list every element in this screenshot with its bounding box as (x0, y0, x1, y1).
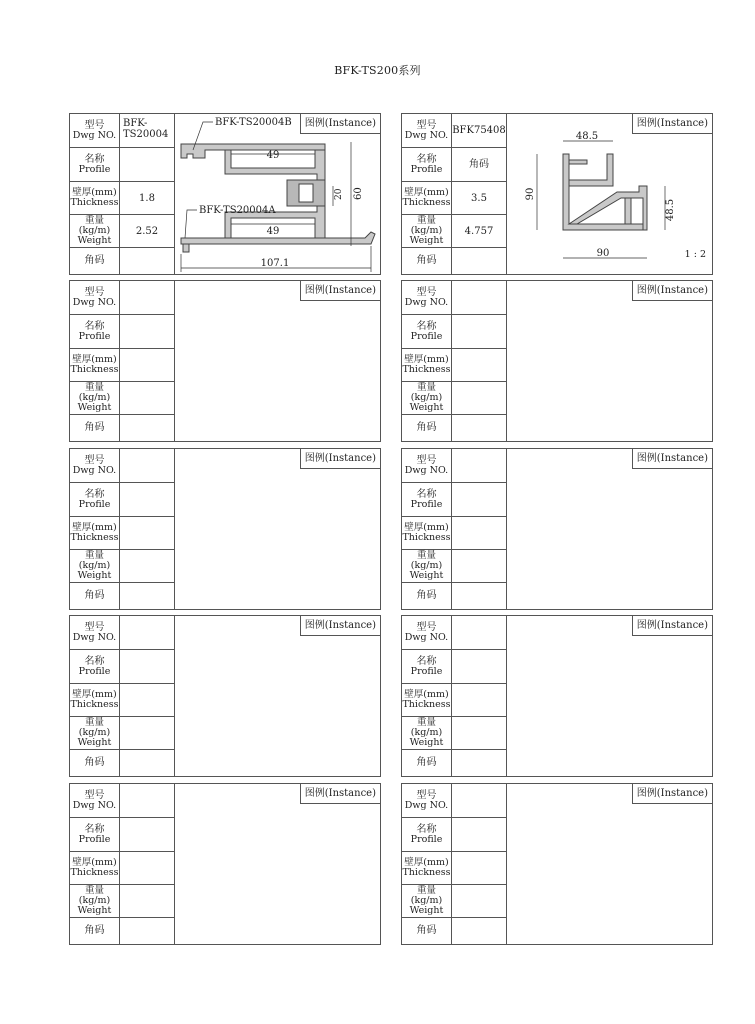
thickness-value (452, 684, 506, 716)
thickness-value (452, 349, 506, 381)
row-weight (402, 215, 506, 248)
info-table (402, 114, 507, 274)
profile-label: 名称 Profile (70, 650, 120, 683)
corner-label: 角码 (402, 750, 452, 776)
row-dwg-no (402, 449, 506, 483)
row-dwg-no (402, 114, 506, 148)
row-corner (402, 583, 506, 609)
row-dwg-no (70, 449, 174, 483)
profile-card-7 (69, 615, 381, 777)
instance-label: 图例(Instance) (300, 449, 380, 469)
instance-label: 图例(Instance) (632, 281, 712, 301)
row-dwg-no (70, 281, 174, 315)
instance-label: 图例(Instance) (632, 616, 712, 636)
corner-label: 角码 (70, 248, 120, 274)
info-table (402, 616, 507, 776)
weight-value (452, 885, 506, 917)
weight-value: 4.757 (464, 225, 494, 237)
profile-value: 角码 (469, 159, 489, 170)
row-corner (70, 415, 174, 441)
dwg-no-label: 型号 Dwg NO. (70, 616, 120, 649)
cleat-upper (569, 154, 613, 186)
bottom-lip (183, 244, 189, 252)
dwg-no-value (452, 784, 506, 817)
corner-cleat-shape (563, 154, 647, 230)
dwg-no-label: 型号 Dwg NO. (402, 114, 452, 147)
row-corner (70, 750, 174, 776)
dwg-no-label: 型号 Dwg NO. (70, 784, 120, 817)
profile-value (452, 315, 506, 348)
profile-label: 名称 Profile (402, 315, 452, 348)
profile-value (120, 483, 174, 516)
cleat-tab (569, 160, 587, 164)
cleat-rib (625, 198, 631, 224)
thickness-label: 壁厚(mm) Thickness (70, 517, 120, 549)
row-dwg-no (70, 784, 174, 818)
row-dwg-no (70, 616, 174, 650)
profile-card-10 (401, 783, 713, 945)
info-table (402, 449, 507, 609)
profile-card-4 (401, 280, 713, 442)
instance-area (175, 616, 380, 776)
profile-value (120, 148, 174, 181)
instance-label: 图例(Instance) (632, 784, 712, 804)
row-thickness (402, 684, 506, 717)
dim-top-width: 49 (266, 150, 280, 161)
instance-label: 图例(Instance) (300, 784, 380, 804)
dim-left-height: 90 (525, 187, 536, 201)
row-profile (70, 818, 174, 852)
dwg-no-value: BFK-TS20004 (123, 118, 169, 140)
dwg-no-label: 型号 Dwg NO. (402, 281, 452, 314)
row-thickness (402, 182, 506, 215)
profile-label: 名称 Profile (402, 483, 452, 516)
row-weight (70, 550, 174, 583)
row-profile (402, 650, 506, 684)
scale-label: 1 : 2 (684, 249, 706, 260)
row-weight (402, 382, 506, 415)
info-table (70, 114, 175, 274)
profile-value (120, 650, 174, 683)
weight-label: 重量(kg/m) Weight (70, 382, 120, 414)
thermal-core (299, 184, 313, 202)
row-corner (402, 750, 506, 776)
dwg-no-label: 型号 Dwg NO. (70, 449, 120, 482)
corner-label: 角码 (70, 583, 120, 609)
thickness-value (452, 517, 506, 549)
thickness-label: 壁厚(mm) Thickness (402, 349, 452, 381)
row-corner (70, 248, 174, 274)
info-table (70, 784, 175, 944)
weight-value (120, 550, 174, 582)
corner-value (120, 415, 174, 441)
profile-value (120, 315, 174, 348)
corner-value (120, 918, 174, 944)
corner-label: 角码 (70, 415, 120, 441)
row-weight (402, 885, 506, 918)
row-thickness (402, 349, 506, 382)
thickness-value (120, 852, 174, 884)
thickness-label: 壁厚(mm) Thickness (70, 852, 120, 884)
corner-label: 角码 (402, 918, 452, 944)
row-profile (70, 148, 174, 182)
cleat-diagonal (569, 186, 647, 230)
corner-value (452, 248, 506, 274)
dwg-no-label: 型号 Dwg NO. (402, 449, 452, 482)
weight-label: 重量(kg/m) Weight (402, 717, 452, 749)
row-corner (70, 918, 174, 944)
callout-bottom-label: BFK-TS20004A (199, 205, 276, 216)
dwg-no-label: 型号 Dwg NO. (402, 616, 452, 649)
row-thickness (70, 852, 174, 885)
top-flange (181, 144, 325, 158)
profile-label: 名称 Profile (402, 818, 452, 851)
thickness-value: 3.5 (471, 192, 487, 204)
profile-card-2 (401, 113, 713, 275)
row-corner (402, 248, 506, 274)
row-profile (402, 148, 506, 182)
weight-value (452, 717, 506, 749)
row-weight (70, 717, 174, 750)
instance-area (507, 449, 712, 609)
dwg-no-value (120, 784, 174, 817)
thickness-label: 壁厚(mm) Thickness (402, 517, 452, 549)
profile-value (452, 650, 506, 683)
dim-top-width: 48.5 (575, 131, 599, 142)
row-weight (402, 550, 506, 583)
corner-label: 角码 (70, 750, 120, 776)
instance-area (175, 281, 380, 441)
instance-label: 图例(Instance) (300, 281, 380, 301)
weight-label: 重量(kg/m) Weight (402, 550, 452, 582)
profile-card-1 (69, 113, 381, 275)
info-table (70, 616, 175, 776)
profile-value (120, 818, 174, 851)
corner-label: 角码 (402, 583, 452, 609)
profile-drawing-ts20004 (175, 114, 380, 274)
callout-top-label: BFK-TS20004B (215, 117, 292, 128)
corner-value (120, 750, 174, 776)
instance-area (507, 281, 712, 441)
profile-drawing-75408 (507, 114, 712, 274)
row-thickness (70, 182, 174, 215)
dim-total-width: 107.1 (260, 258, 290, 269)
profile-label: 名称 Profile (70, 483, 120, 516)
thickness-value (120, 517, 174, 549)
row-dwg-no (402, 784, 506, 818)
corner-label: 角码 (402, 248, 452, 274)
row-thickness (70, 349, 174, 382)
row-profile (402, 483, 506, 517)
instance-area (175, 449, 380, 609)
row-profile (402, 315, 506, 349)
profile-card-5 (69, 448, 381, 610)
thickness-label: 壁厚(mm) Thickness (402, 182, 452, 214)
row-weight (70, 382, 174, 415)
weight-value (452, 382, 506, 414)
profile-label: 名称 Profile (402, 650, 452, 683)
instance-label: 图例(Instance) (300, 616, 380, 636)
thickness-label: 壁厚(mm) Thickness (402, 852, 452, 884)
dwg-no-value (452, 449, 506, 482)
corner-value (452, 415, 506, 441)
profile-card-8 (401, 615, 713, 777)
row-weight (70, 885, 174, 918)
instance-label: 图例(Instance) (632, 449, 712, 469)
weight-label: 重量(kg/m) Weight (70, 550, 120, 582)
row-corner (402, 415, 506, 441)
row-profile (70, 483, 174, 517)
corner-label: 角码 (402, 415, 452, 441)
row-profile (70, 315, 174, 349)
dwg-no-value (120, 449, 174, 482)
thickness-label: 壁厚(mm) Thickness (402, 684, 452, 716)
corner-value (120, 248, 174, 274)
row-corner (402, 918, 506, 944)
dwg-no-value (452, 616, 506, 649)
weight-label: 重量(kg/m) Weight (70, 717, 120, 749)
instance-area (507, 784, 712, 944)
dwg-no-value (452, 281, 506, 314)
row-thickness (70, 684, 174, 717)
instance-area (507, 616, 712, 776)
thickness-value: 1.8 (139, 192, 155, 204)
row-dwg-no (70, 114, 174, 148)
dwg-no-value (120, 281, 174, 314)
dwg-no-value (120, 616, 174, 649)
instance-area (175, 784, 380, 944)
info-table (70, 281, 175, 441)
dwg-no-value: BFK75408 (452, 125, 506, 136)
dwg-no-label: 型号 Dwg NO. (70, 281, 120, 314)
instance-area (175, 114, 380, 274)
weight-value (452, 550, 506, 582)
dwg-no-label: 型号 Dwg NO. (402, 784, 452, 817)
row-profile (70, 650, 174, 684)
row-thickness (402, 852, 506, 885)
page-title: BFK-TS200系列 (334, 64, 421, 77)
corner-value (452, 583, 506, 609)
row-weight (70, 215, 174, 248)
weight-label: 重量(kg/m) Weight (402, 215, 452, 247)
profile-label: 名称 Profile (70, 148, 120, 181)
info-table (70, 449, 175, 609)
instance-label: 图例(Instance) (632, 114, 712, 134)
row-corner (70, 583, 174, 609)
weight-label: 重量(kg/m) Weight (70, 885, 120, 917)
weight-label: 重量(kg/m) Weight (402, 885, 452, 917)
profile-label: 名称 Profile (402, 148, 452, 181)
weight-value (120, 885, 174, 917)
dim-inner-height: 20 (334, 188, 344, 200)
weight-value (120, 382, 174, 414)
row-thickness (402, 517, 506, 550)
corner-label: 角码 (70, 918, 120, 944)
thickness-value (452, 852, 506, 884)
thickness-label: 壁厚(mm) Thickness (70, 349, 120, 381)
row-dwg-no (402, 616, 506, 650)
info-table (402, 281, 507, 441)
dim-bottom-width: 49 (266, 226, 280, 237)
thickness-value (120, 684, 174, 716)
thickness-label: 壁厚(mm) Thickness (70, 182, 120, 214)
instance-area (507, 114, 712, 274)
thickness-value (120, 349, 174, 381)
leader-bottom (185, 210, 197, 238)
weight-label: 重量(kg/m) Weight (70, 215, 120, 247)
corner-value (120, 583, 174, 609)
corner-value (452, 918, 506, 944)
weight-value (120, 717, 174, 749)
dim-total-height: 60 (353, 187, 364, 200)
profile-label: 名称 Profile (70, 818, 120, 851)
profile-card-6 (401, 448, 713, 610)
weight-value: 2.52 (135, 225, 159, 237)
profile-value (452, 818, 506, 851)
row-thickness (70, 517, 174, 550)
profile-card-9 (69, 783, 381, 945)
dim-bottom-width: 90 (596, 248, 610, 259)
dim-right-height: 48.5 (665, 198, 676, 222)
row-dwg-no (402, 281, 506, 315)
profile-value (452, 483, 506, 516)
info-table (402, 784, 507, 944)
profile-label: 名称 Profile (70, 315, 120, 348)
thickness-label: 壁厚(mm) Thickness (70, 684, 120, 716)
row-profile (402, 818, 506, 852)
instance-label: 图例(Instance) (300, 114, 380, 134)
profile-card-3 (69, 280, 381, 442)
dwg-no-label: 型号 Dwg NO. (70, 114, 120, 147)
row-weight (402, 717, 506, 750)
weight-label: 重量(kg/m) Weight (402, 382, 452, 414)
corner-value (452, 750, 506, 776)
